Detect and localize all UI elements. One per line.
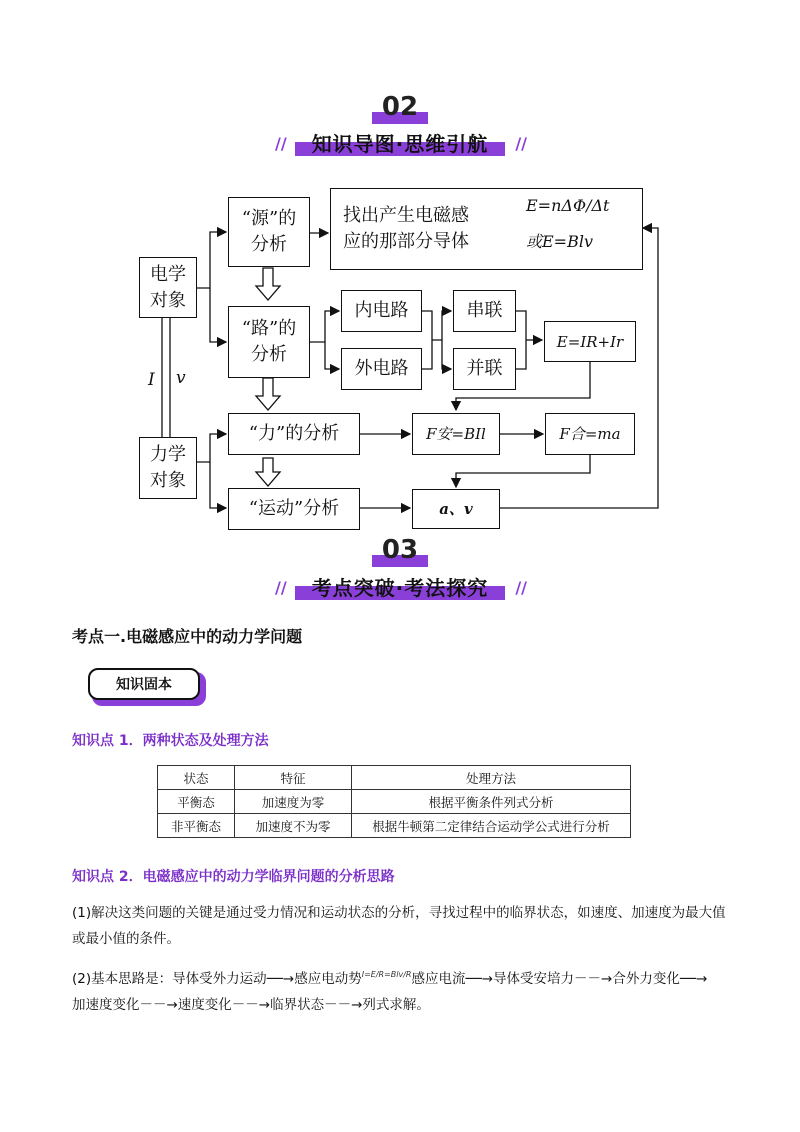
outer-circuit-box: 外电路 [341,348,422,390]
section-banner-exam: // 考点突破·考法探究 // [285,572,515,604]
table-cell: 根据牛顿第二定律结合运动学公式进行分析 [352,814,631,838]
paragraph-1: (1)解决这类问题的关键是通过受力情况和运动状态的分析，寻找过程中的临界状态，如速度、加速度为最大值或最小值的条件。 [72,905,726,947]
table-cell: 平衡态 [158,790,235,814]
table-cell: 非平衡态 [158,814,235,838]
states-table [157,765,631,838]
force-analysis-box: “力”的分析 [228,413,360,455]
inner-circuit-box: 内电路 [341,290,422,332]
table-header: 状态 [158,766,235,790]
ampere-force-box: F安=BIl [412,413,500,455]
table-cell: 根据平衡条件列式分析 [352,790,631,814]
motion-analysis-box: “运动”分析 [228,488,360,530]
section-number-03: 03 [0,535,800,565]
knowledge-point-2-title: 知识点 2．电磁感应中的动力学临界问题的分析思路 [72,869,395,885]
parallel-box: 并联 [453,348,516,390]
source-analysis-box: “源”的 分析 [228,197,310,267]
electrical-object-box: 电学 对象 [139,257,197,318]
table-header: 特征 [235,766,352,790]
table-cell: 加速度不为零 [235,814,352,838]
paragraph-2-part-c: 加速度变化－－→速度变化－－→临界状态－－→列式求解。 [72,997,430,1013]
table-row [158,814,631,838]
a-v-box: a、v [412,489,500,529]
paragraph-2-part-b: 感应电流──→导体受安培力－－→合外力变化──→ [411,971,708,987]
ohm-law-box: E=IR+Ir [544,321,636,362]
emf-formula-line1: E=nΔΦ/Δt [526,196,610,215]
badge-label: 知识固本 [88,668,200,700]
mechanical-object-box: 力学 对象 [139,437,197,499]
current-formula: I=E/R=Blv/R [361,970,412,979]
knowledge-point-1-title: 知识点 1．两种状态及处理方法 [72,733,269,749]
table-header: 处理方法 [352,766,631,790]
paragraph-2 [72,962,732,1018]
section-number-02: 02 [0,92,800,122]
table-header-row [158,766,631,790]
net-force-box: F合=ma [545,413,635,455]
table-cell: 加速度为零 [235,790,352,814]
find-source-text: 找出产生电磁感 应的那部分导体 [343,205,469,252]
section-title-2: 考点突破·考法探究 [311,576,489,600]
circuit-analysis-box: “路”的 分析 [228,306,310,378]
current-label: I [148,370,155,390]
velocity-label: v [176,368,186,388]
table-row [158,790,631,814]
emf-formula-line2: 或E=Blv [526,232,594,251]
section-banner-mindmap: // 知识导图·思维引航 // [285,128,515,160]
knowledge-badge [88,668,206,706]
mind-map-connectors [0,0,800,540]
paragraph-2-part-a: (2)基本思路是：导体受外力运动──→感应电动势 [72,971,362,987]
section-title: 知识导图·思维引航 [311,132,489,156]
series-box: 串联 [453,290,516,332]
topic-title: 考点一.电磁感应中的动力学问题 [72,627,303,646]
emf-formula [526,195,638,253]
